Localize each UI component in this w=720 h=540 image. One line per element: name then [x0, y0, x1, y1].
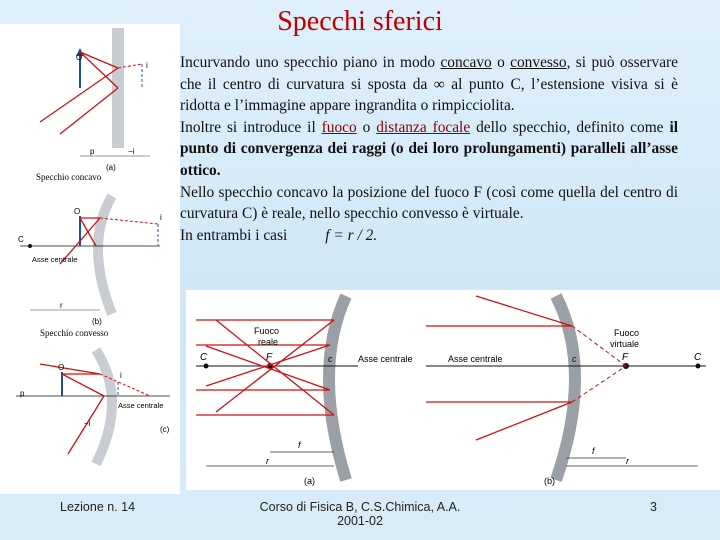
ray-c3 [62, 374, 104, 396]
slide-title: Specchi sferici [277, 6, 443, 37]
para1-concavo: concavo [440, 54, 492, 71]
label-C-b-main: C [694, 352, 702, 363]
mirror-b [98, 196, 112, 314]
footer-lesson: Lezione n. 14 [60, 500, 136, 514]
para4-t1: In entrambi i casi [180, 226, 288, 244]
label-b: (b) [92, 317, 102, 326]
footer-page-number: 3 [650, 500, 657, 514]
center-point-b-main [696, 364, 701, 369]
para4-formula: f = r / 2. [325, 226, 378, 244]
para2-distanza-focale: distanza focale [376, 118, 471, 136]
label-b-main: (b) [544, 476, 555, 486]
label-minus-i-a: −i [128, 147, 135, 156]
fuoco-virtuale-2: virtuale [610, 339, 640, 349]
label-F-b: F [622, 352, 629, 363]
para2-fuoco: fuoco [321, 118, 357, 136]
label-minus-i-c: −i [84, 419, 91, 428]
label-C-b: C [18, 235, 24, 244]
footer-course-line2: 2001-02 [337, 514, 383, 528]
para1-convesso: convesso [510, 54, 567, 71]
diagram-a [40, 28, 150, 172]
caption-specchio-concavo: Specchio concavo [36, 172, 102, 182]
label-F-a: F [266, 352, 273, 363]
label-f-a: f [298, 440, 301, 450]
main-figure [186, 290, 720, 490]
ray-a4 [60, 88, 118, 134]
footer-course-line1: Corso di Fisica B, C.S.Chimica, A.A. [259, 500, 461, 514]
footer-course [240, 500, 480, 528]
asse-centrale-b: Asse centrale [448, 354, 503, 364]
para2-t2: o [356, 118, 377, 136]
label-p-a: p [90, 147, 95, 156]
concave-mirror [329, 296, 346, 480]
ray-b-bot-out [476, 402, 572, 440]
para2-bold: il punto di convergenza dei raggi (o dei loro prolungamenti) paralleli all’asse ottico. [180, 118, 678, 179]
label-i-a: i [146, 61, 148, 70]
ray-b4 [100, 218, 158, 224]
label-a: (a) [106, 163, 116, 172]
label-o-b: O [74, 207, 81, 216]
center-point-a [204, 364, 209, 369]
label-asse-c: Asse centrale [118, 401, 164, 410]
fuoco-virtuale-1: Fuoco [614, 328, 640, 338]
label-o-a: O [76, 53, 83, 62]
label-a-main: (a) [304, 476, 315, 486]
fuoco-reale-2: reale [258, 337, 279, 347]
focus-diagram-a [196, 296, 413, 486]
label-i-c: i [120, 371, 122, 380]
diagram-b [18, 196, 162, 326]
label-r-b: r [626, 456, 629, 466]
diagram-c [16, 350, 170, 464]
para1-t1: Incurvando uno specchio piano in modo [180, 54, 441, 71]
label-r-a: r [266, 456, 269, 466]
label-f-b: f [592, 446, 595, 456]
mirror-diagrams-left [0, 24, 180, 494]
label-asse-b: Asse centrale [32, 255, 78, 264]
label-r-b: r [60, 301, 63, 310]
label-i-b: i [160, 213, 162, 222]
label-c: (c) [160, 425, 170, 434]
asse-centrale-a: Asse centrale [358, 354, 413, 364]
ray-c2 [40, 364, 100, 374]
para1-t3: , si può osservare che il centro di curvatura si sposta da ∞ al punto C, l’estensione visiva si è ridotta e l’immagine appare ingrandita o rimpicciolita. [180, 54, 679, 115]
ray-b3 [80, 218, 96, 246]
label-c-a: c [328, 354, 333, 364]
body-text [180, 52, 678, 246]
para2-t3: dello specchio, definito come [470, 118, 670, 136]
label-p-c: p [20, 389, 25, 398]
focus-diagram [186, 290, 720, 490]
left-figure-panel [0, 24, 180, 494]
fuoco-reale-1: Fuoco [254, 326, 280, 336]
para1-t2: o [491, 54, 511, 71]
caption-specchio-convesso: Specchio convesso [40, 328, 109, 338]
mirror-c [96, 350, 112, 464]
label-o-c: O [58, 363, 65, 372]
label-c-b: c [572, 354, 577, 364]
para3: Nello specchio concavo la posizione del fuoco F (così come quella del centro di curvatura C) è reale, nello specchio convesso è virtuale. [180, 183, 678, 223]
para2-t1: Inoltre si introduce il [180, 118, 322, 136]
label-C-a: C [200, 352, 208, 363]
center-point-b [28, 244, 32, 248]
focus-diagram-b [426, 296, 706, 486]
